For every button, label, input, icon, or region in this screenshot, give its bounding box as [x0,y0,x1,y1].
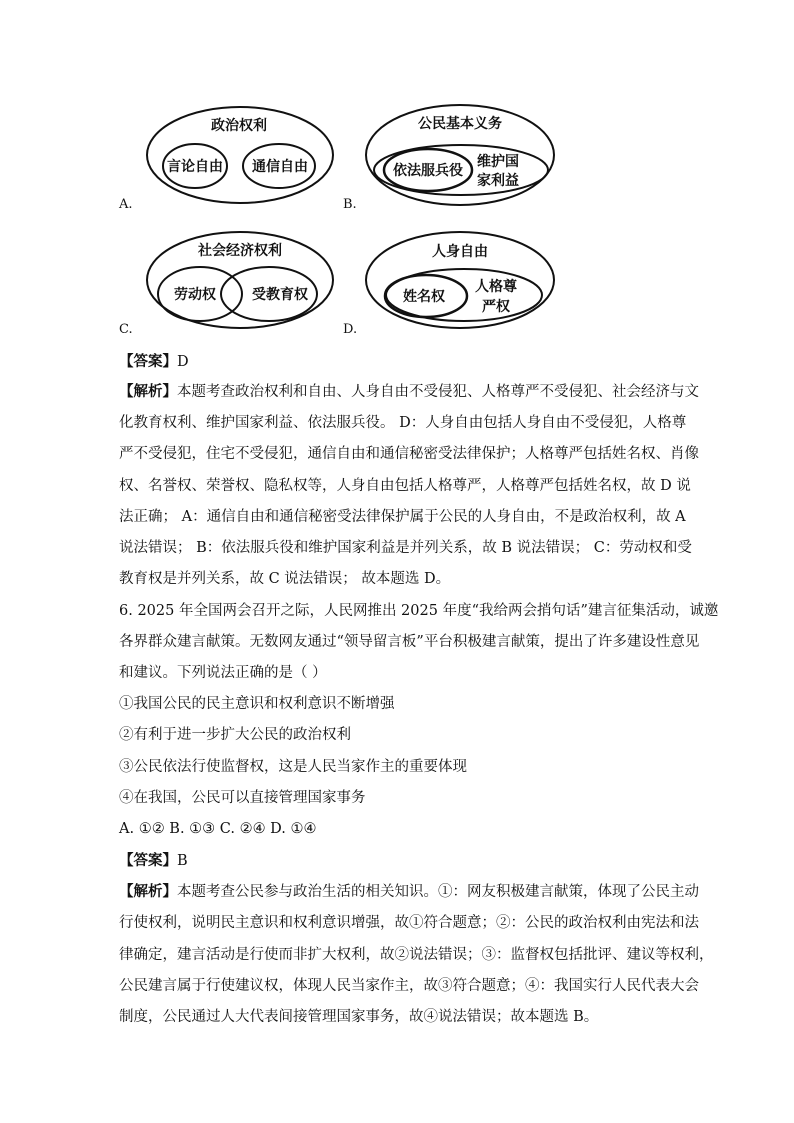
q6-answer-label: 【答案】 [119,852,177,869]
diagram-b-inner2-label-line2: 家利益 [477,173,519,189]
q5-analysis-label: 【解析】 [119,383,177,400]
q5-analysis-text-1: 本题考查政治权利和自由、人身自由不受侵犯、人格尊严不受侵犯、社会经济与文 [177,384,699,400]
diagram-a-inner2-label: 通信自由 [252,159,308,175]
diagram-a-svg [140,100,340,210]
q6-statement-2: ②有利于进一步扩大公民的政治权利 [119,727,351,743]
q6-statement-4: ④在我国，公民可以直接管理国家事务 [119,790,366,806]
diagram-d-inner2-label-line1: 人格尊 [475,279,517,295]
diagram-c-outer-label: 社会经济权利 [198,243,282,259]
q6-analysis-label: 【解析】 [119,883,177,900]
diagram-d-outer-label: 人身自由 [432,244,488,260]
diagram-d-svg [360,225,560,335]
q5-analysis-line-7: 教育权是并列关系，故 C 说法错误； 故本题选 D。 [119,571,451,587]
q6-answer-value: B [177,853,188,869]
q6-options: A. ①② B. ①③ C. ②④ D. ①④ [119,821,317,837]
diagram-d [360,225,560,335]
diagram-b [360,98,560,213]
q6-statement-1: ①我国公民的民主意识和权利意识不断增强 [119,696,395,712]
diagram-b-svg [360,98,560,213]
diagram-a [140,100,340,210]
diagram-c-inner1-label: 劳动权 [174,287,216,303]
q5-answer-value: D [177,354,189,370]
q6-analysis-line-4: 公民建言属于行使建议权，体现人民当家作主，故③符合题意；④：我国实行人民代表大会 [119,978,699,994]
q6-statement-3: ③公民依法行使监督权，这是人民当家作主的重要体现 [119,759,467,775]
q6-answer [119,851,188,871]
q5-analysis-line-1 [119,382,699,402]
diagram-a-outer-label: 政治权利 [211,118,267,134]
q6-stem-line-1: 6. 2025 年全国两会召开之际，人民网推出 2025 年度“我给两会捎句话”建言征集活动，诚邀 [119,603,719,619]
q6-stem-line-2: 各界群众建言献策。无数网友通过“领导留言板”平台积极建言献策，提出了许多建设性意见 [119,634,700,650]
option-d-letter: D. [343,322,358,337]
q5-answer [119,352,189,372]
q5-analysis-line-4: 权、名誉权、荣誉权、隐私权等，人身自由包括人格尊严，人格尊严包括姓名权，故 D 说 [119,478,691,494]
q5-analysis-line-5: 法正确； A：通信自由和通信秘密受法律保护属于公民的人身自由，不是政治权利，故 A [119,509,686,525]
q5-analysis-line-2: 化教育权利、维护国家利益、依法服兵役。 D：人身自由包括人身自由不受侵犯，人格尊 [119,415,687,431]
option-b-letter: B. [343,197,357,212]
q6-stem-line-3: 和建议。下列说法正确的是（ ） [119,665,327,681]
q6-analysis-line-5: 制度，公民通过人大代表间接管理国家事务，故④说法错误；故本题选 B。 [119,1009,599,1025]
diagram-c-inner2-label: 受教育权 [252,287,308,303]
diagram-b-inner1-label: 依法服兵役 [393,163,463,179]
option-a-letter: A. [119,197,133,212]
diagram-b-inner2-label-line1: 维护国 [477,154,519,170]
q5-answer-label: 【答案】 [119,353,177,370]
diagram-a-inner1-label: 言论自由 [167,159,223,175]
diagram-d-inner1-label: 姓名权 [403,289,445,305]
option-c-letter: C. [119,322,133,337]
q6-analysis-text-1: 本题考查公民参与政治生活的相关知识。①：网友积极建言献策，体现了公民主动 [177,884,699,900]
diagram-b-outer-label: 公民基本义务 [418,116,502,132]
q5-analysis-line-6: 说法错误； B：依法服兵役和维护国家利益是并列关系，故 B 说法错误； C：劳动权和受 [119,540,692,556]
diagram-c-svg [140,225,340,335]
diagram-d-inner2-label-line2: 严权 [482,299,510,315]
q6-analysis-line-2: 行使权利，说明民主意识和权利意识增强，故①符合题意；②：公民的政治权利由宪法和法 [119,915,699,931]
q6-analysis-line-1 [119,882,699,902]
q6-analysis-line-3: 律确定，建言活动是行使而非扩大权利，故②说法错误；③：监督权包括批评、建议等权利， [119,947,714,963]
q5-analysis-line-3: 严不受侵犯，住宅不受侵犯，通信自由和通信秘密受法律保护；人格尊严包括姓名权、肖像 [119,446,699,462]
diagram-c [140,225,340,335]
